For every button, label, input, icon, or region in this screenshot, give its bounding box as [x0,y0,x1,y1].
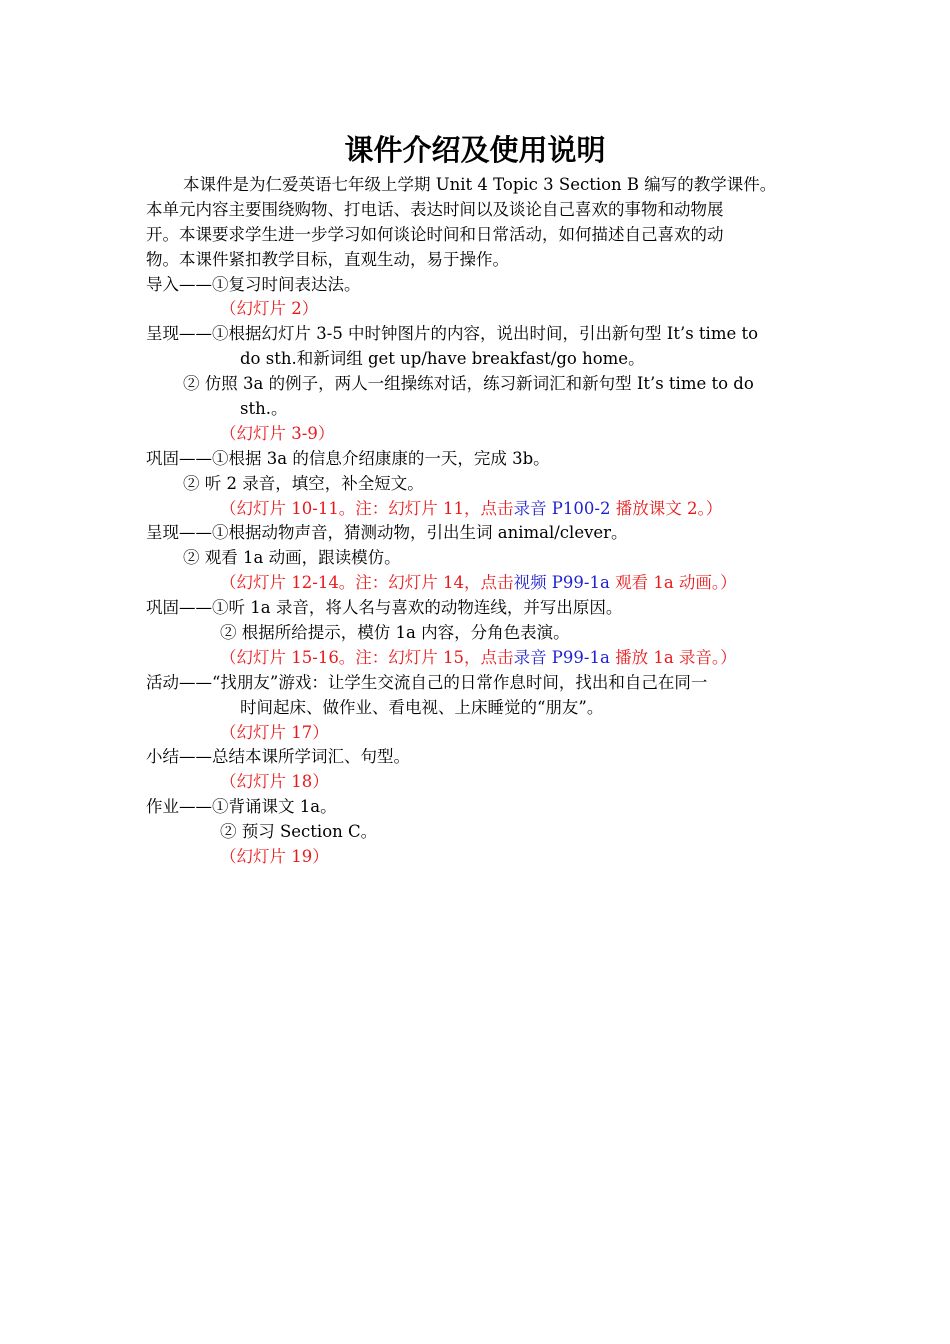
slide-note [146,497,826,522]
video-link-p99-1a[interactable]: 视频 P99-1a [513,573,610,593]
section-activity-cont: 时间起床、做作业、看电视、上床睡觉的“朋友”。 [240,697,604,717]
section-homework-step-1: 作业——①背诵课文 1a。 [146,797,337,817]
slide-note: （幻灯片 2） [220,299,319,319]
slide-note [146,571,826,596]
slide-note-text: 播放课文 2。） [610,498,723,518]
section-consolidate-2-step-2: ② 根据所给提示，模仿 1a 内容，分角色表演。 [220,623,570,643]
section-present-2-step-1: 呈现——①根据动物声音，猜测动物，引出生词 animal/clever。 [146,523,628,543]
section-intro-step: 导入——①复习时间表达法。 [146,274,361,294]
section-homework-step-2: ② 预习 Section C。 [220,822,378,842]
slide-note-text: （幻灯片 10-11。注：幻灯片 11，点击 [220,498,514,518]
section-activity: 活动——“找朋友”游戏：让学生交流自己的日常作息时间，找出和自己在同一 [146,672,708,692]
section-summary: 小结——总结本课所学词汇、句型。 [146,747,410,767]
intro-line-4: 物。本课件紧扣教学目标，直观生动，易于操作。 [146,249,509,269]
slide-note-text: （幻灯片 15-16。注：幻灯片 15，点击 [220,647,514,667]
section-present-step-2-cont: sth.。 [240,399,288,419]
section-present-2-step-2: ② 观看 1a 动画，跟读模仿。 [183,548,401,568]
intro-line-3: 开。本课要求学生进一步学习如何谈论时间和日常活动，如何描述自己喜欢的动 [146,224,724,244]
intro-line-1: 本课件是为仁爱英语七年级上学期 Unit 4 Topic 3 Section B 编写的教学课件。 [183,175,777,194]
slide-note: （幻灯片 18） [220,772,329,792]
section-present-step-1: 呈现——①根据幻灯片 3-5 中时钟图片的内容，说出时间，引出新句型 It’s time to [146,324,759,344]
section-consolidate-step-2: ② 听 2 录音，填空，补全短文。 [183,473,424,493]
page-title: 课件介绍及使用说明 [344,133,606,167]
section-consolidate-2-step-1: 巩固——①听 1a 录音，将人名与喜欢的动物连线，并写出原因。 [146,598,623,618]
slide-note-text: （幻灯片 12-14。注：幻灯片 14，点击 [220,573,514,593]
slide-note-text: 观看 1a 动画。） [609,573,737,593]
intro-line-2: 本单元内容主要围绕购物、打电话、表达时间以及谈论自己喜欢的事物和动物展 [146,199,724,219]
slide-note-text: 播放 1a 录音。） [609,647,737,667]
slide-note: （幻灯片 17） [220,722,329,742]
section-present-step-1-cont: do sth.和新词组 get up/have breakfast/go home。 [240,349,645,369]
slide-note: （幻灯片 19） [220,847,329,867]
section-present-step-2: ② 仿照 3a 的例子，两人一组操练对话，练习新词汇和新句型 It’s time to do [183,374,754,394]
slide-note: （幻灯片 3-9） [220,423,335,443]
document-body [146,173,826,870]
slide-note [146,646,826,671]
audio-link-p100-2[interactable]: 录音 P100-2 [513,498,611,518]
section-consolidate-step-1: 巩固——①根据 3a 的信息介绍康康的一天，完成 3b。 [146,448,550,468]
audio-link-p99-1a[interactable]: 录音 P99-1a [513,647,610,667]
